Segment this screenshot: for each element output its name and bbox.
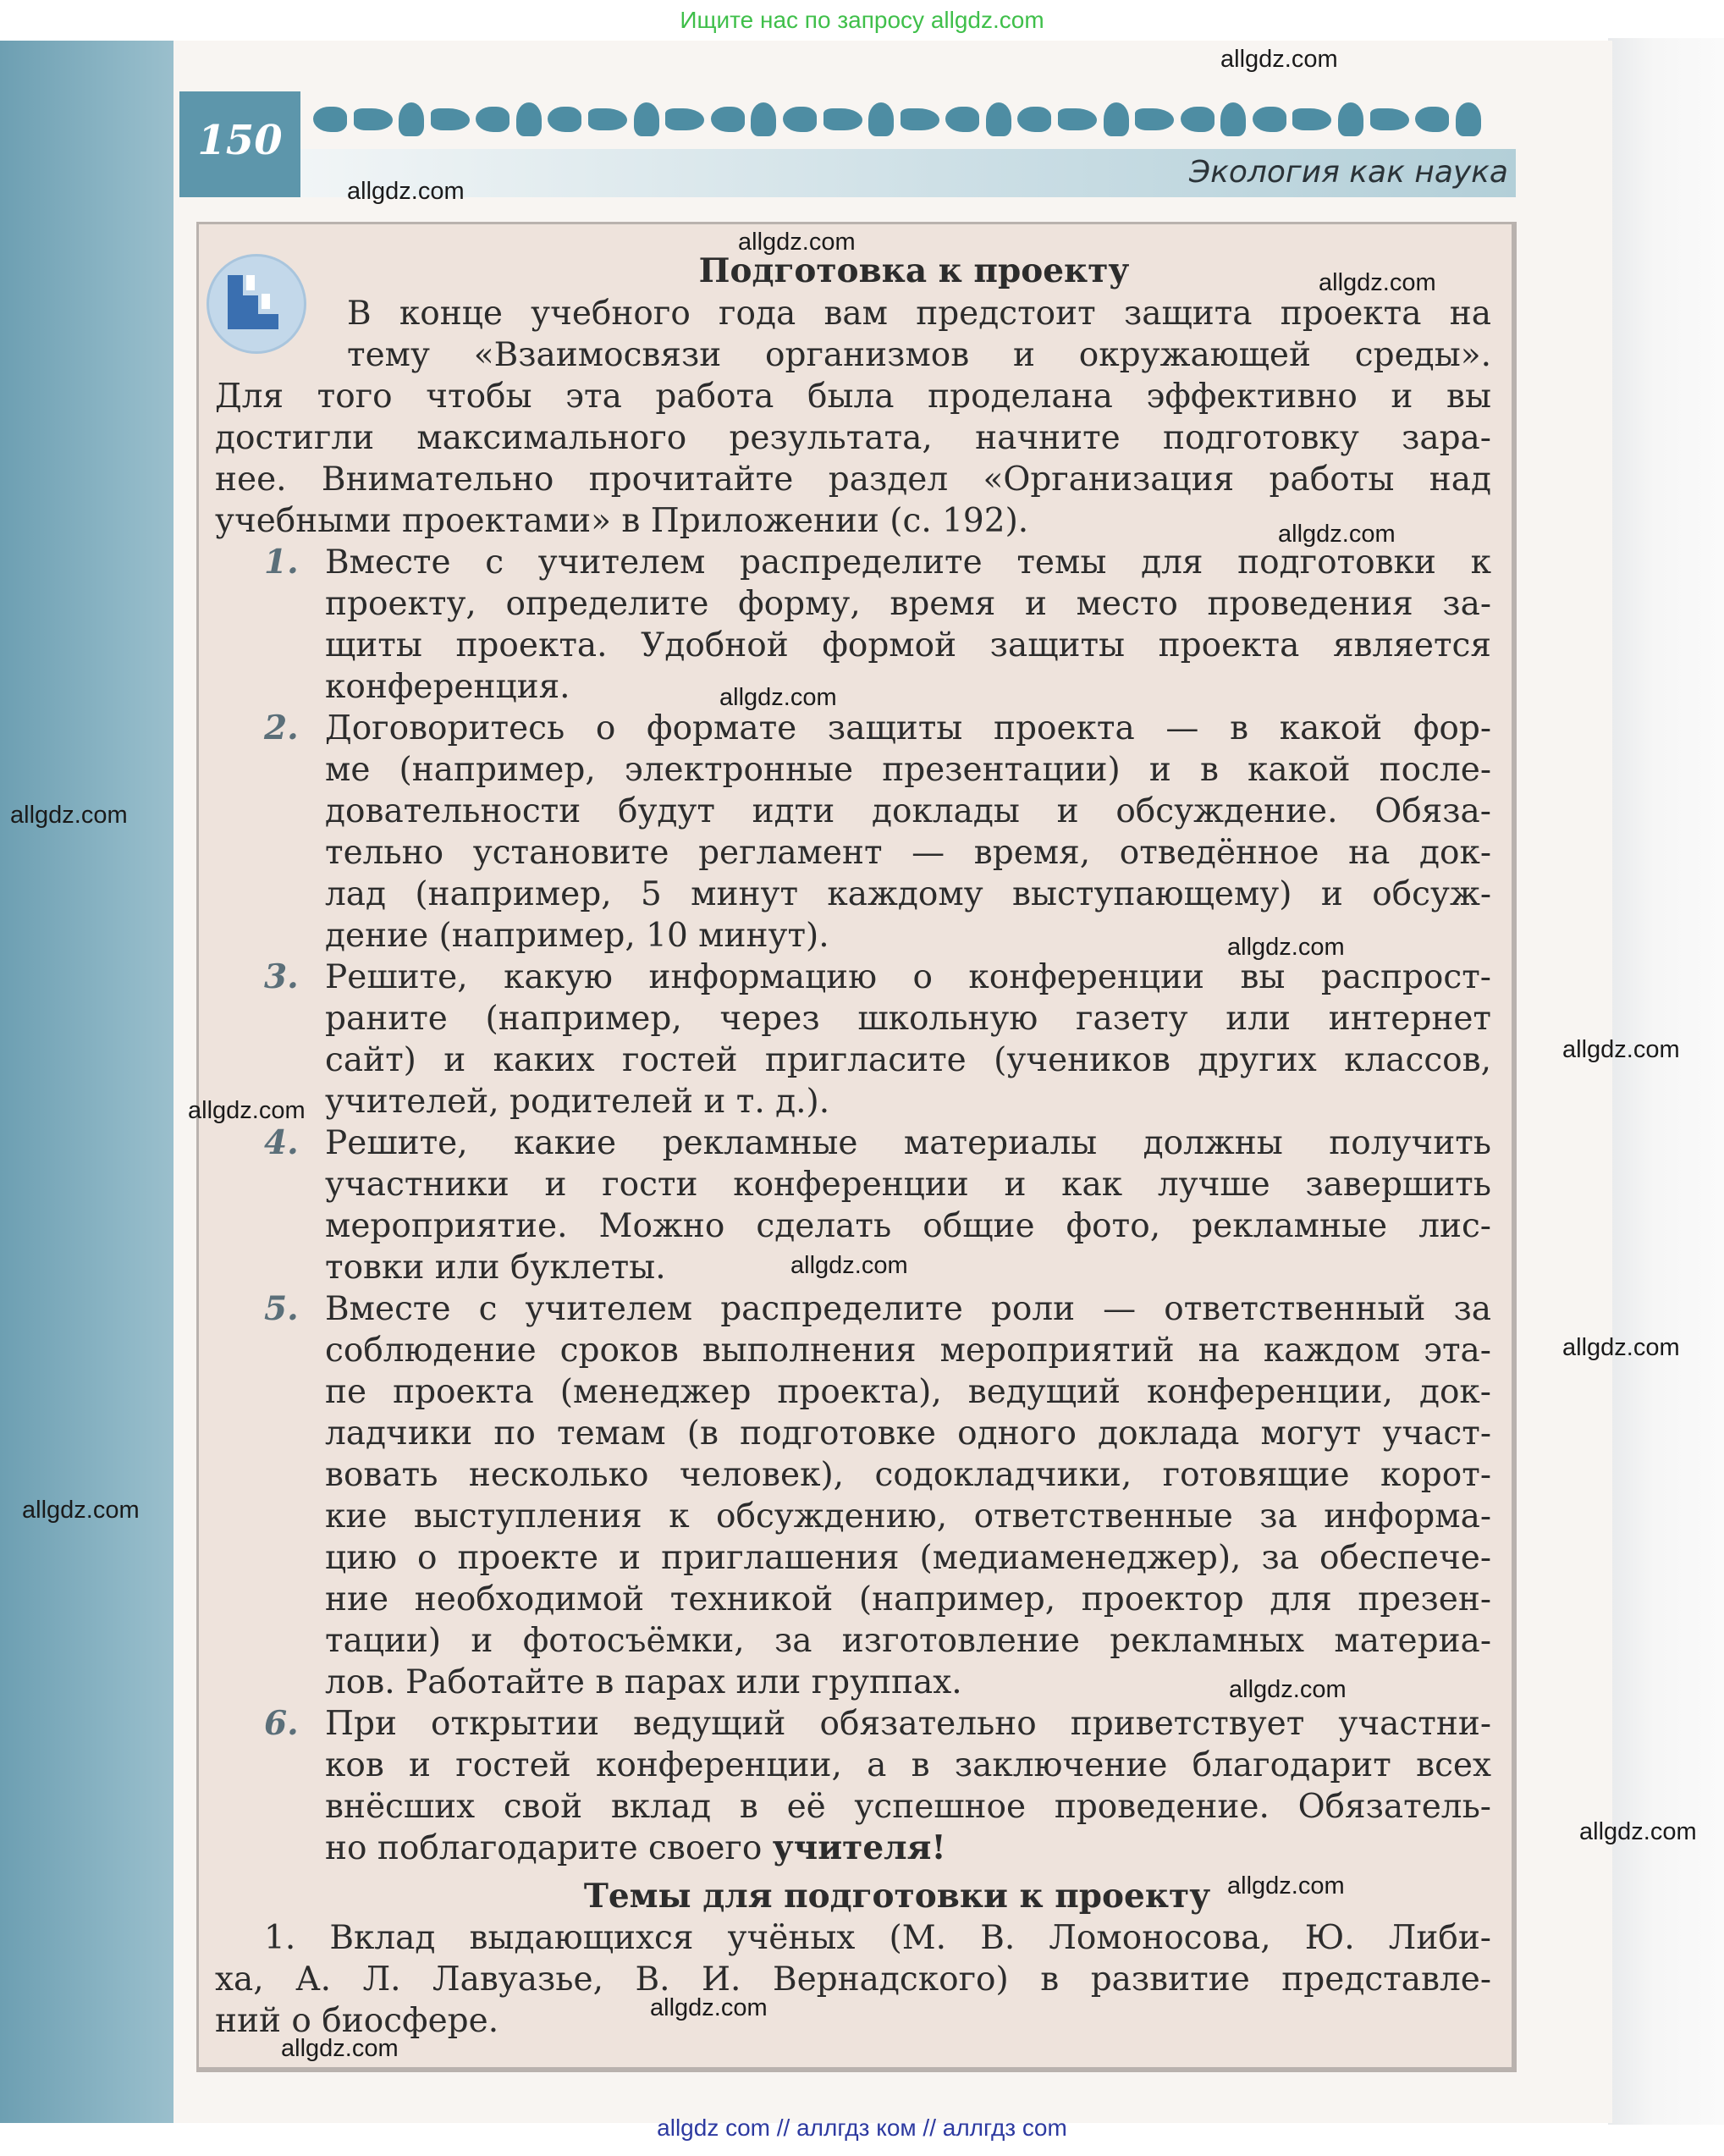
animal-icon <box>986 102 1011 136</box>
item-line: кие выступления к обсуждению, ответственные за информа- <box>325 1497 1491 1536</box>
watermark: allgdz.com <box>1227 934 1345 961</box>
watermark: allgdz.com <box>347 178 465 205</box>
watermark: allgdz.com <box>188 1097 306 1124</box>
item-line: довательности будут идти доклады и обсуждение. Обяза- <box>325 792 1491 830</box>
animal-icon <box>1104 102 1129 136</box>
item-line: проекту, определите форму, время и место проведения за- <box>325 585 1491 623</box>
item-line: соблюдение сроков выполнения мероприятий на каждом эта- <box>325 1332 1491 1370</box>
page-number: 150 <box>197 117 283 164</box>
item-line: сайт) и каких гостей пригласите (учеников других классов, <box>325 1041 1491 1079</box>
page-edge-strip <box>0 41 179 2123</box>
topic-line: ний о биосфере. <box>215 2002 499 2040</box>
item-line: Решите, какую информацию о конференции вы распрост- <box>325 958 1491 996</box>
animal-icon <box>1415 107 1449 132</box>
animal-icon <box>476 107 509 132</box>
animal-icon <box>901 108 939 130</box>
animal-icon <box>823 108 862 130</box>
watermark: allgdz.com <box>22 1497 140 1524</box>
intro-line: В конце учебного года вам предстоит защита проекта на <box>347 295 1491 333</box>
watermark: allgdz.com <box>1220 46 1338 73</box>
item-line: учителей, родителей и т. д.). <box>325 1083 830 1121</box>
animal-icon <box>665 108 704 130</box>
item-line: мероприятие. Можно сделать общие фото, рекламные лис- <box>325 1207 1491 1245</box>
item-line: лад (например, 5 минут каждому выступающему) и обсуж- <box>325 875 1491 913</box>
item-number: 6. <box>264 1704 299 1743</box>
item-line: дение (например, 10 минут). <box>325 917 829 955</box>
animal-silhouettes-decoration <box>313 93 1481 146</box>
item-line: Вместе с учителем распределите темы для подготовки к <box>325 543 1491 582</box>
search-banner[interactable]: Ищите нас по запросу allgdz.com <box>680 7 1044 33</box>
item-line: ков и гостей конференции, а в заключение благодарит всех <box>325 1746 1491 1784</box>
item-line: пе проекта (менеджер проекта), ведущий конференции, док- <box>325 1373 1491 1411</box>
item-line: Вместе с учителем распределите роли — ответственный за <box>325 1290 1491 1328</box>
animal-icon <box>1292 108 1331 130</box>
item-line: лов. Работайте в парах или группах. <box>325 1663 962 1701</box>
footer-links[interactable]: allgdz com // аллгдз ком // аллгдз com <box>657 2115 1067 2141</box>
animal-icon <box>1220 102 1246 136</box>
item-line: ние необходимой техникой (например, проектор для презен- <box>325 1580 1491 1618</box>
watermark: allgdz.com <box>1278 521 1396 548</box>
item-line: При открытии ведущий обязательно приветствует участни- <box>325 1705 1491 1743</box>
animal-icon <box>1456 102 1481 136</box>
item-line-text: но поблагодарите своего <box>325 1829 773 1867</box>
intro-line: учебными проектами» в Приложении (с. 192). <box>215 502 1029 540</box>
animal-icon <box>1253 107 1286 132</box>
topic-line: 1. Вклад выдающихся учёных (М. В. Ломоносова, Ю. Либи- <box>264 1919 1491 1957</box>
animal-icon <box>1181 107 1215 132</box>
watermark: allgdz.com <box>1229 1676 1347 1703</box>
item-number: 4. <box>264 1123 299 1162</box>
item-number: 3. <box>264 957 299 996</box>
watermark: allgdz.com <box>1227 1872 1345 1900</box>
intro-line: нее. Внимательно прочитайте раздел «Организация работы над <box>215 460 1491 499</box>
animal-icon <box>516 102 542 136</box>
item-line: Решите, какие рекламные материалы должны получить <box>325 1124 1491 1162</box>
animal-icon <box>354 108 393 130</box>
topics-heading: Темы для подготовки к проекту <box>583 1877 1211 1916</box>
item-line: цию о проекте и приглашения (медиаменеджер), за обеспече- <box>325 1539 1491 1577</box>
animal-icon <box>548 107 581 132</box>
intro-line: тему «Взаимосвязи организмов и окружающей среды». <box>347 336 1491 374</box>
animal-icon <box>1135 108 1174 130</box>
item-line: тельно установите регламент — время, отведённое на док- <box>325 834 1491 872</box>
animal-icon <box>1370 108 1409 130</box>
heading-project-prep: Подготовка к проекту <box>698 251 1130 290</box>
item-line <box>325 1828 946 1869</box>
item-line: внёсших свой вклад в её успешное проведение. Обязатель- <box>325 1788 1491 1826</box>
watermark: allgdz.com <box>650 1994 768 2021</box>
intro-line: Для того чтобы эта работа была проделана эффективно и вы <box>215 378 1491 416</box>
stairs-icon <box>223 270 290 338</box>
item-number: 1. <box>264 543 299 582</box>
animal-icon <box>588 108 627 130</box>
animal-icon <box>711 107 745 132</box>
animal-icon <box>783 107 817 132</box>
watermark: allgdz.com <box>790 1252 908 1279</box>
animal-icon <box>751 102 776 136</box>
animal-icon <box>634 102 659 136</box>
watermark: allgdz.com <box>1562 1036 1680 1063</box>
scan-margin <box>1608 38 1724 2125</box>
watermark: allgdz.com <box>719 684 837 711</box>
watermark: allgdz.com <box>1319 269 1436 296</box>
item-line: участники и гости конференции и как лучше завершить <box>325 1166 1491 1204</box>
item-line: тации) и фотосъёмки, за изготовление рекламных материа- <box>325 1622 1491 1660</box>
watermark: allgdz.com <box>738 229 856 256</box>
item-line: щиты проекта. Удобной формой защиты проекта является <box>325 626 1491 664</box>
animal-icon <box>868 102 894 136</box>
item-line: товки или буклеты. <box>325 1249 666 1287</box>
animal-icon <box>431 108 470 130</box>
watermark: allgdz.com <box>281 2035 399 2062</box>
item-line: Договоритесь о формате защиты проекта — в какой фор- <box>325 709 1491 747</box>
intro-line: достигли максимального результата, начните подготовку зара- <box>215 419 1491 457</box>
watermark: allgdz.com <box>10 802 128 829</box>
item-line: конференция. <box>325 668 570 706</box>
animal-icon <box>399 102 424 136</box>
item-line: ладчики по темам (в подготовке одного доклада могут участ- <box>325 1414 1491 1453</box>
animal-icon <box>313 107 347 132</box>
item-line: раните (например, через школьную газету или интернет <box>325 1000 1491 1038</box>
animal-icon <box>1017 107 1051 132</box>
topic-line: ха, А. Л. Лавуазье, В. И. Вернадского) в развитие представле- <box>215 1960 1491 1999</box>
animal-icon <box>1058 108 1097 130</box>
item-line: вовать несколько человек), содокладчики, готовящие корот- <box>325 1456 1491 1494</box>
item-line: ме (например, электронные презентации) и в какой после- <box>325 751 1491 789</box>
project-stairs-icon <box>207 254 306 354</box>
watermark: allgdz.com <box>1562 1334 1680 1361</box>
emphasis-teacher: учителя! <box>772 1828 946 1867</box>
animal-icon <box>1338 102 1363 136</box>
item-number: 5. <box>264 1289 299 1328</box>
item-number: 2. <box>264 709 299 747</box>
section-title: Экология как наука <box>1188 155 1508 190</box>
watermark: allgdz.com <box>1579 1818 1697 1845</box>
animal-icon <box>945 107 979 132</box>
